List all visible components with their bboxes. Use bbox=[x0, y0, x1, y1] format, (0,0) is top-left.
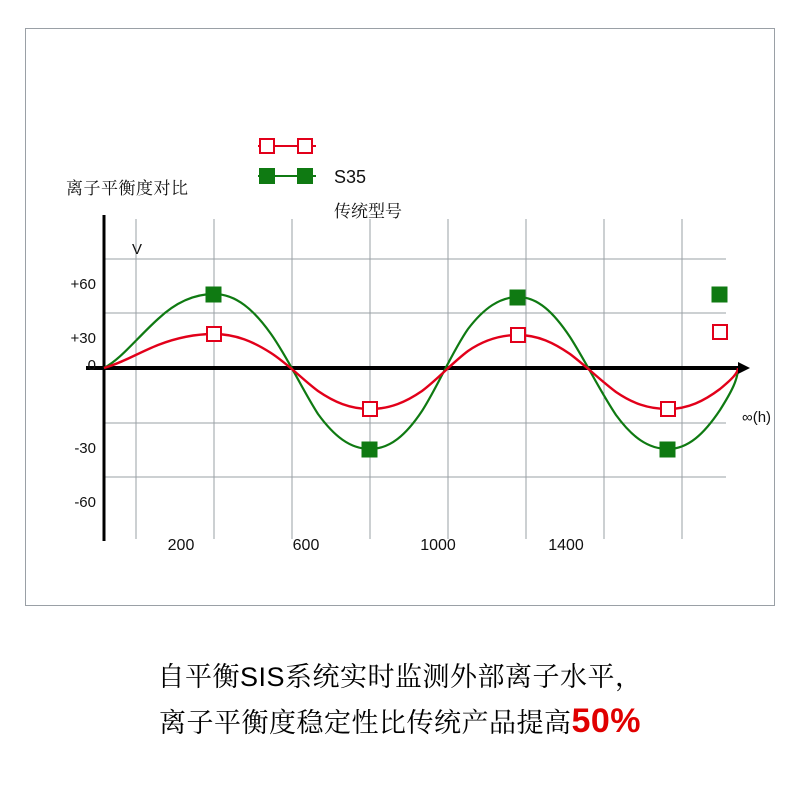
chart-plot bbox=[26, 29, 774, 605]
x-tick-200: 200 bbox=[167, 537, 195, 554]
legend-title: 离子平衡度对比 bbox=[66, 179, 189, 198]
chart-container bbox=[25, 28, 775, 606]
series-line-traditional bbox=[104, 294, 738, 449]
legend-label-s35: S35 bbox=[334, 167, 367, 187]
legend-label-traditional: 传统型号 bbox=[334, 202, 402, 221]
x-axis-arrow bbox=[738, 362, 750, 374]
x-tick-1000: 1000 bbox=[420, 537, 456, 554]
y-tick-neg60: -60 bbox=[74, 494, 96, 511]
y-axis-title: V bbox=[132, 241, 143, 258]
legend-swatch-traditional bbox=[258, 168, 316, 184]
y-tick-30: +30 bbox=[70, 330, 96, 347]
caption-line-1: 自平衡SIS系统实时监测外部离子水平， bbox=[157, 662, 643, 692]
x-axis-title: ∞(h) bbox=[742, 409, 772, 426]
caption bbox=[0, 655, 800, 745]
caption-line-2 bbox=[0, 699, 800, 745]
x-tick-600: 600 bbox=[292, 537, 320, 554]
y-tick-0: 0 bbox=[87, 357, 96, 374]
y-tick-60: +60 bbox=[70, 276, 96, 293]
x-tick-1400: 1400 bbox=[548, 537, 584, 554]
legend-swatch-s35 bbox=[258, 139, 316, 153]
series-line-s35 bbox=[104, 334, 738, 409]
series-markers-s35 bbox=[207, 325, 727, 416]
y-tick-neg30: -30 bbox=[74, 440, 96, 457]
caption-line-2-text: 离子平衡度稳定性比传统产品提高 bbox=[158, 708, 572, 738]
caption-highlight: 50% bbox=[571, 702, 642, 740]
